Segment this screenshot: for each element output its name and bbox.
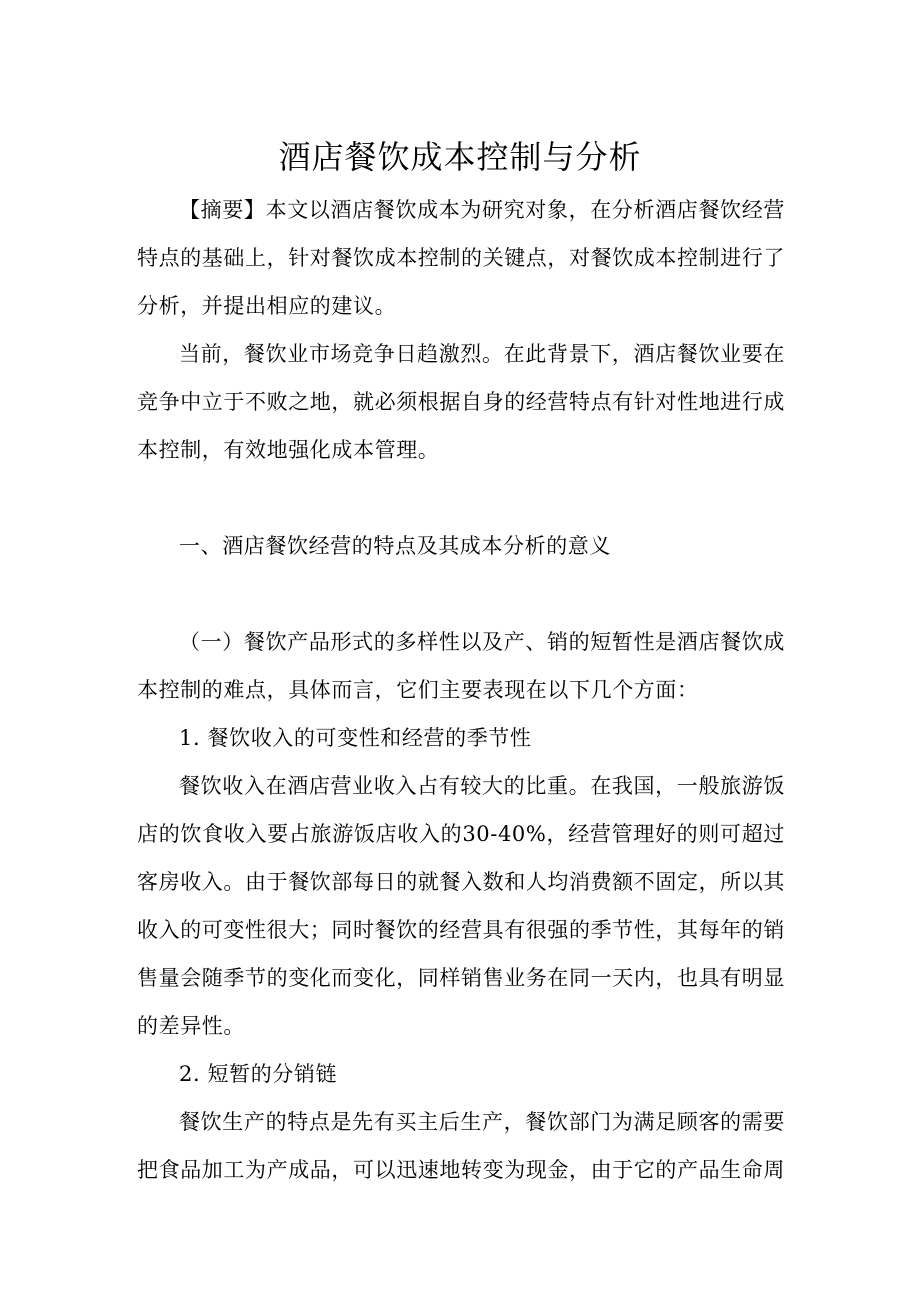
abstract-block [137,186,785,330]
section-heading: 一、酒店餐饮经营的特点及其成本分析的意义 [179,534,611,558]
item1-text-block [137,762,785,1050]
abstract-paragraph: 【摘要】本文以酒店餐饮成本为研究对象，在分析酒店餐饮经营特点的基础上，针对餐饮成本控制的关键点，对餐饮成本控制进行了分析，并提出相应的建议。 [137,198,785,318]
intro-block [137,330,785,474]
item2-text-block [137,1098,785,1194]
intro-paragraph: 当前，餐饮业市场竞争日趋激烈。在此背景下，酒店餐饮业要在竞争中立于不败之地，就必须根据自身的经营特点有针对性地进行成本控制，有效地强化成本管理。 [137,342,785,462]
item-paragraph: 餐饮收入在酒店营业收入占有较大的比重。在我国，一般旅游饭店的饮食收入要占旅游饭店收入的30-40%，经营管理好的则可超过客房收入。由于餐饮部每日的就餐入数和人均消费额不固定，所以其收入的可变性很大；同时餐饮的经营具有很强的季节性，其每年的销售量会随季节的变化而变化，同样销售业务在同一天内，也具有明显的差异性。 [137,774,785,1038]
document-title: 酒店餐饮成本控制与分析 [278,138,642,177]
item1-heading-block [137,714,785,762]
item-heading: 2. 短暂的分销链 [179,1062,338,1086]
section-heading-block [137,522,785,570]
item-heading: 1. 餐饮收入的可变性和经营的季节性 [179,726,532,750]
subsection-paragraph: （一）餐饮产品形式的多样性以及产、销的短暂性是酒店餐饮成本控制的难点，具体而言，它们主要表现在以下几个方面： [137,630,785,702]
item2-heading-block [137,1050,785,1098]
item-paragraph: 餐饮生产的特点是先有买主后生产，餐饮部门为满足顾客的需要把食品加工为产成品，可以迅速地转变为现金，由于它的产品生命周 [137,1110,785,1182]
subsection-block [137,618,785,714]
